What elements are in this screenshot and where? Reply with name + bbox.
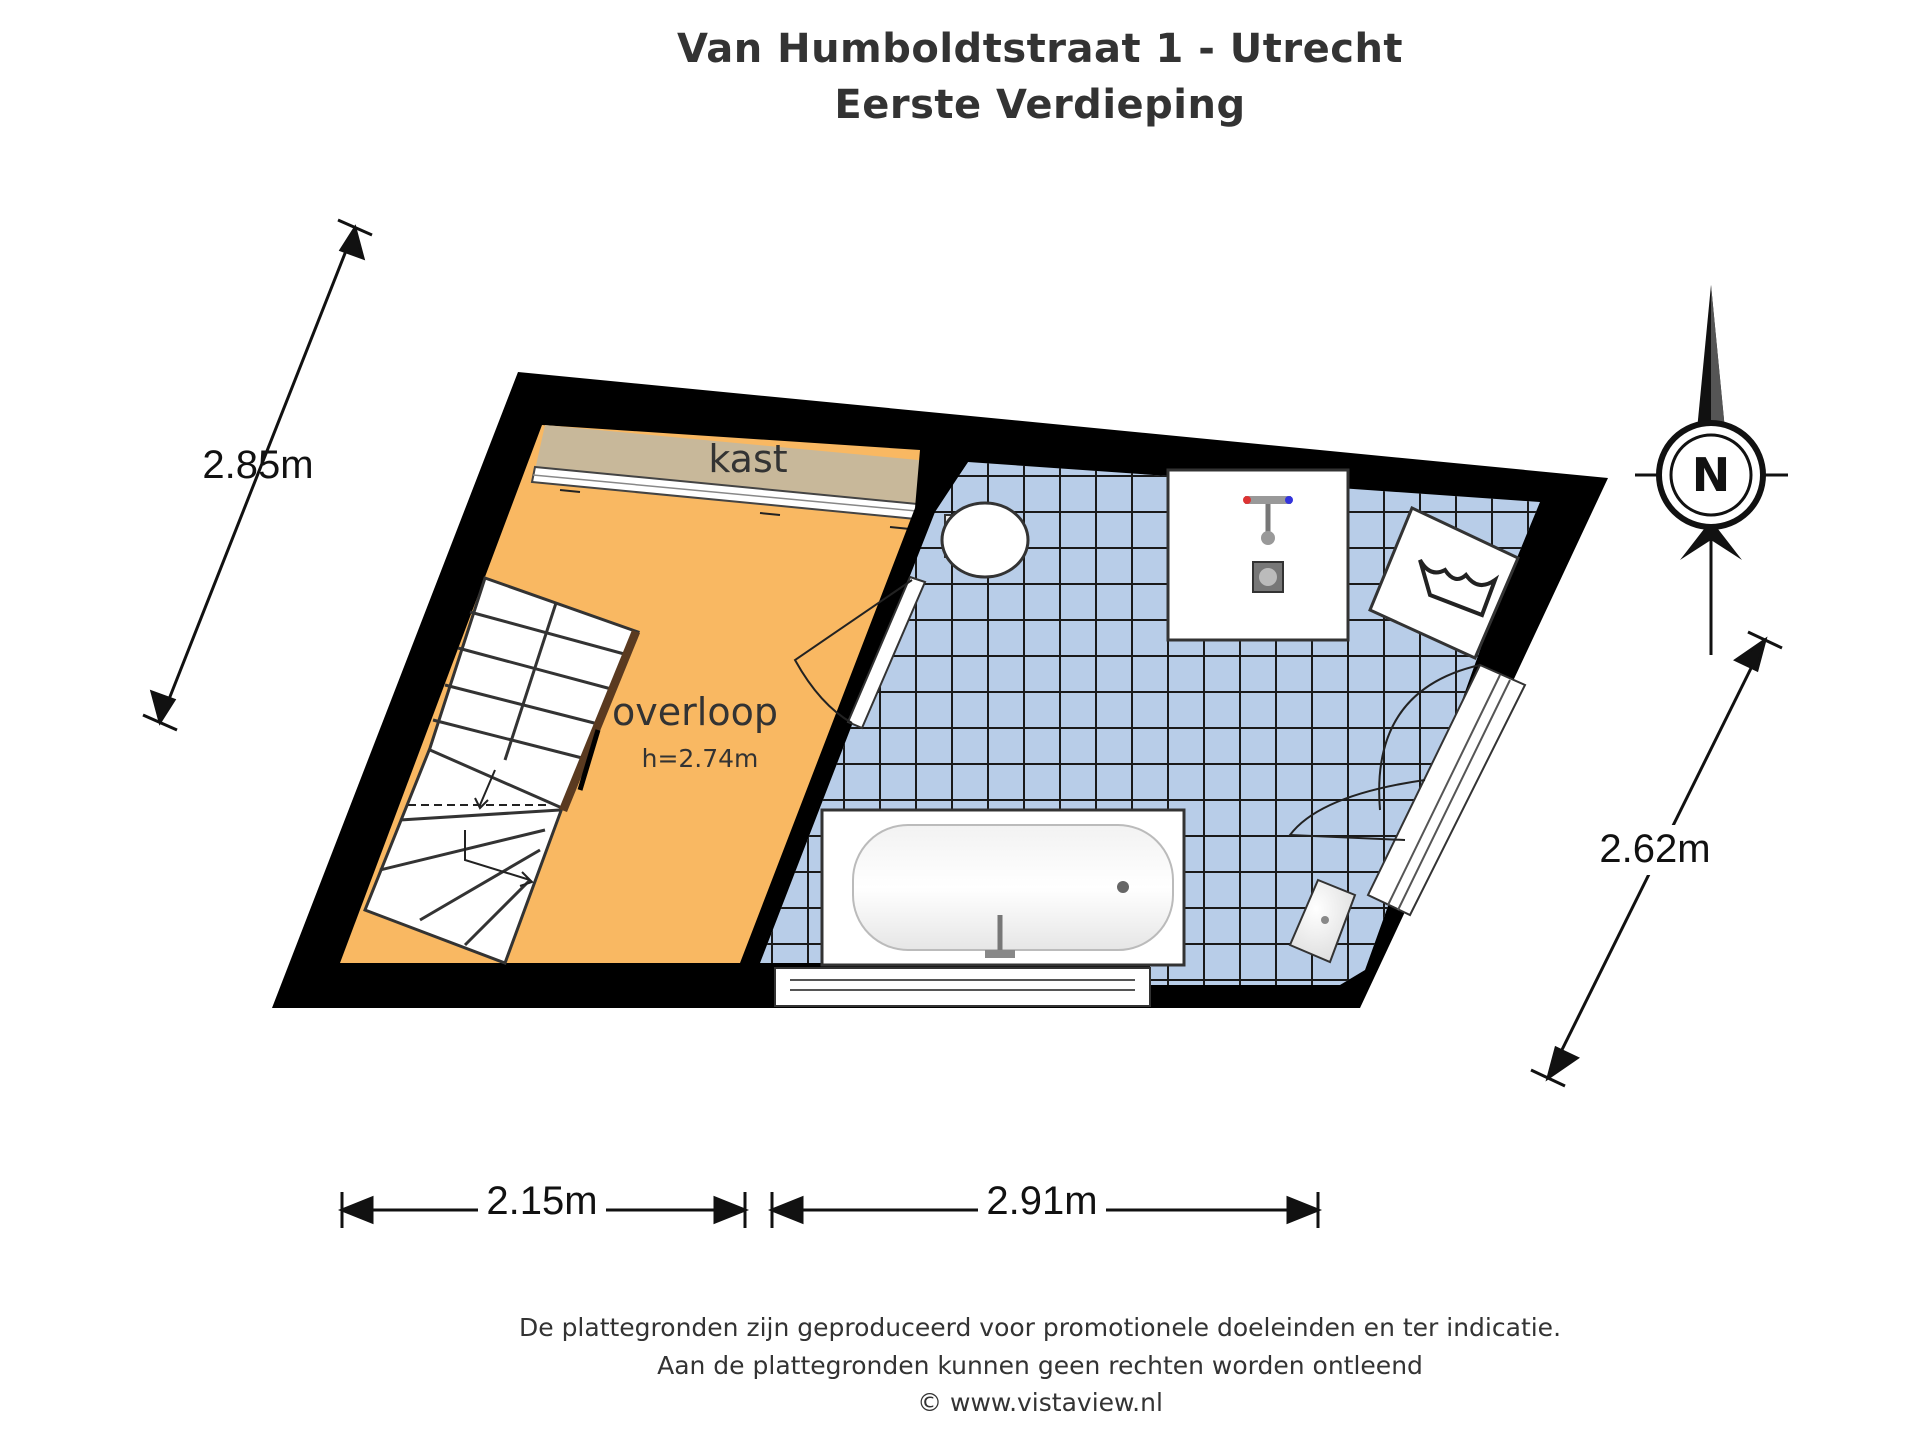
closet-label: kast [708, 437, 788, 481]
landing-height-label: h=2.74m [641, 744, 759, 773]
compass-north-label: N [1691, 448, 1731, 502]
disclaimer-line-1: De plattegronden zijn geproduceerd voor promotionele doeleinden en ter indicatie. [518, 1313, 1562, 1342]
disclaimer-line-2: Aan de plattegronden kunnen geen rechten worden ontleend [657, 1351, 1423, 1380]
left-depth-label: 2.85m [202, 443, 314, 487]
bottom-window [775, 968, 1150, 1006]
bottom-right-width-label: 2.91m [986, 1179, 1098, 1223]
compass-rose-icon [1635, 285, 1788, 655]
page-title: Van Humboldtstraat 1 - Utrecht [676, 26, 1404, 72]
bathtub [822, 810, 1184, 965]
shower [1168, 470, 1348, 640]
floor-subtitle: Eerste Verdieping [834, 82, 1246, 128]
copyright-line: © www.vistaview.nl [917, 1388, 1163, 1417]
toilet [942, 503, 1028, 577]
right-depth-label: 2.62m [1599, 827, 1711, 871]
bottom-left-width-label: 2.15m [486, 1179, 598, 1223]
landing-label: overloop [612, 690, 778, 734]
